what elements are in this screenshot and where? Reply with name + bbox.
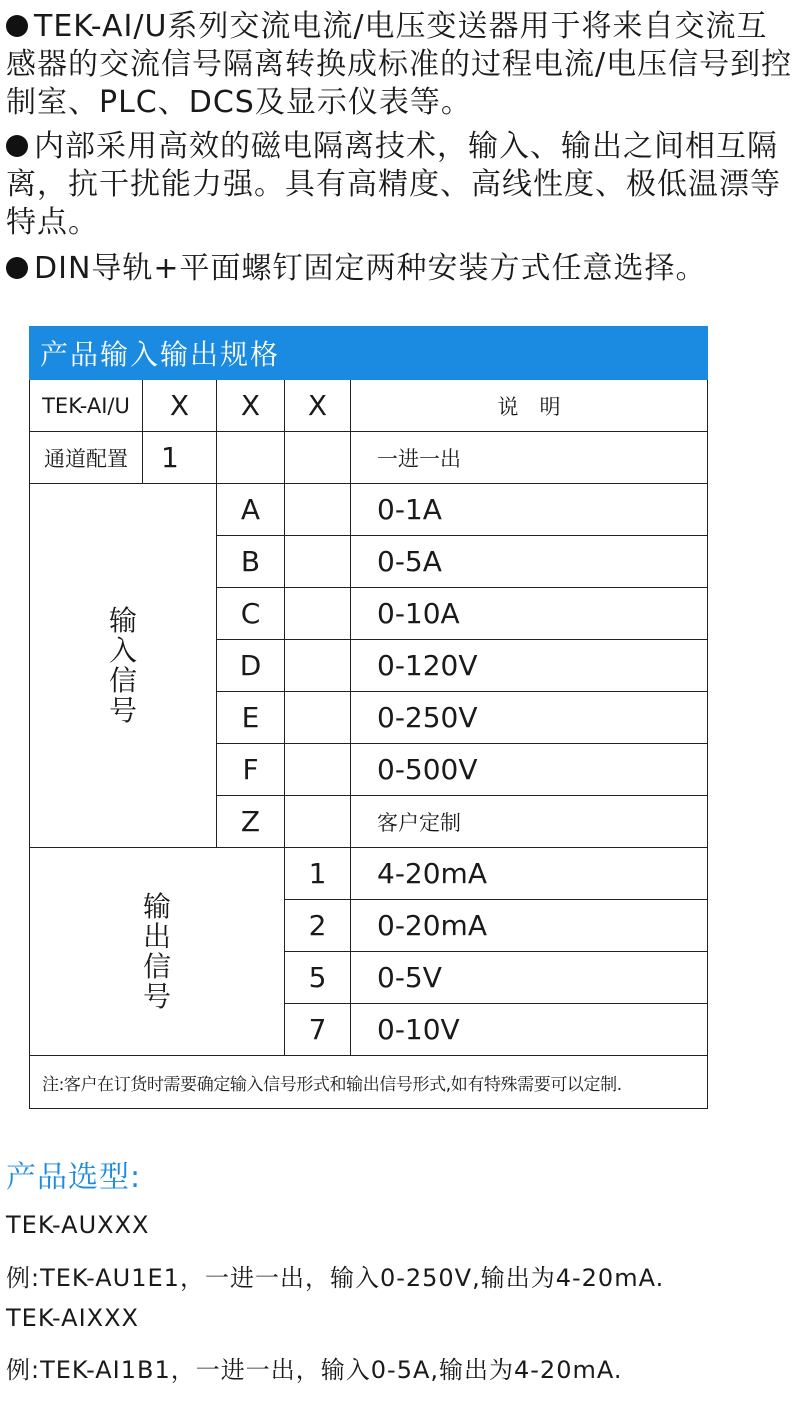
input-code: F — [217, 744, 285, 796]
output-signal-label: 输 出 信 号 — [30, 848, 285, 1056]
spec-table — [29, 326, 708, 1109]
spec-header-row — [30, 380, 708, 432]
output-code: 2 — [285, 900, 351, 952]
selection-example-2: 例:TEK-AI1B1，一进一出，输入0-5A,输出为4-20mA. — [6, 1356, 623, 1384]
input-code: C — [217, 588, 285, 640]
selection-example-1: 例:TEK-AU1E1，一进一出，输入0-250V,输出为4-20mA. — [6, 1264, 665, 1292]
intro-paragraph-3 — [6, 250, 798, 288]
output-desc: 0-20mA — [351, 900, 708, 952]
bullet-icon — [6, 257, 28, 279]
input-code: B — [217, 536, 285, 588]
selection-line-1: TEK-AUXXX — [6, 1211, 150, 1239]
input-row — [30, 484, 708, 536]
intro-text-3: DIN导轨+平面螺钉固定两种安装方式任意选择。 — [34, 251, 707, 286]
empty-cell — [285, 536, 351, 588]
output-code: 7 — [285, 1004, 351, 1056]
channel-code: 1 — [143, 432, 217, 484]
empty-cell — [285, 640, 351, 692]
input-desc: 0-5A — [351, 536, 708, 588]
output-row — [30, 848, 708, 900]
intro-text-2: 内部采用高效的磁电隔离技术，输入、输出之间相互隔离，抗干扰能力强。具有高精度、高线性度、极低温漂等特点。 — [6, 129, 781, 240]
input-code: Z — [217, 796, 285, 848]
empty-cell — [285, 744, 351, 796]
input-desc: 0-120V — [351, 640, 708, 692]
x-header-2: X — [217, 380, 285, 432]
empty-cell — [285, 796, 351, 848]
output-desc: 0-10V — [351, 1004, 708, 1056]
selection-title: 产品选型: — [6, 1160, 142, 1195]
table-note: 注:客户在订货时需要确定输入信号形式和输出信号形式,如有特殊需要可以定制. — [30, 1056, 708, 1109]
output-desc: 4-20mA — [351, 848, 708, 900]
spec-table-title: 产品输入输出规格 — [30, 327, 708, 380]
intro-text-1: TEK-AI/U系列交流电流/电压变送器用于将来自交流互感器的交流信号隔离转换成标准的过程电流/电压信号到控制室、PLC、DCS及显示仪表等。 — [6, 9, 793, 120]
empty-cell — [285, 432, 351, 484]
input-desc: 0-1A — [351, 484, 708, 536]
output-code: 5 — [285, 952, 351, 1004]
input-code: A — [217, 484, 285, 536]
intro-paragraph-2 — [6, 128, 798, 242]
selection-line-2: TEK-AIXXX — [6, 1304, 139, 1332]
channel-row — [30, 432, 708, 484]
input-desc: 客户定制 — [351, 796, 708, 848]
input-code: E — [217, 692, 285, 744]
empty-cell — [285, 692, 351, 744]
desc-header: 说 明 — [351, 380, 708, 432]
model-header: TEK-AI/U — [30, 380, 143, 432]
note-row — [30, 1056, 708, 1109]
empty-cell — [217, 432, 285, 484]
empty-cell — [285, 484, 351, 536]
input-desc: 0-10A — [351, 588, 708, 640]
output-code: 1 — [285, 848, 351, 900]
input-desc: 0-250V — [351, 692, 708, 744]
spec-table-title-row — [30, 327, 708, 380]
channel-desc: 一进一出 — [351, 432, 708, 484]
bullet-icon — [6, 15, 28, 37]
intro-paragraph-1 — [6, 8, 798, 122]
x-header-3: X — [285, 380, 351, 432]
input-signal-label: 输 入 信 号 — [30, 484, 217, 848]
input-code: D — [217, 640, 285, 692]
input-desc: 0-500V — [351, 744, 708, 796]
empty-cell — [285, 588, 351, 640]
bullet-icon — [6, 135, 28, 157]
output-desc: 0-5V — [351, 952, 708, 1004]
channel-label: 通道配置 — [30, 432, 143, 484]
x-header-1: X — [143, 380, 217, 432]
